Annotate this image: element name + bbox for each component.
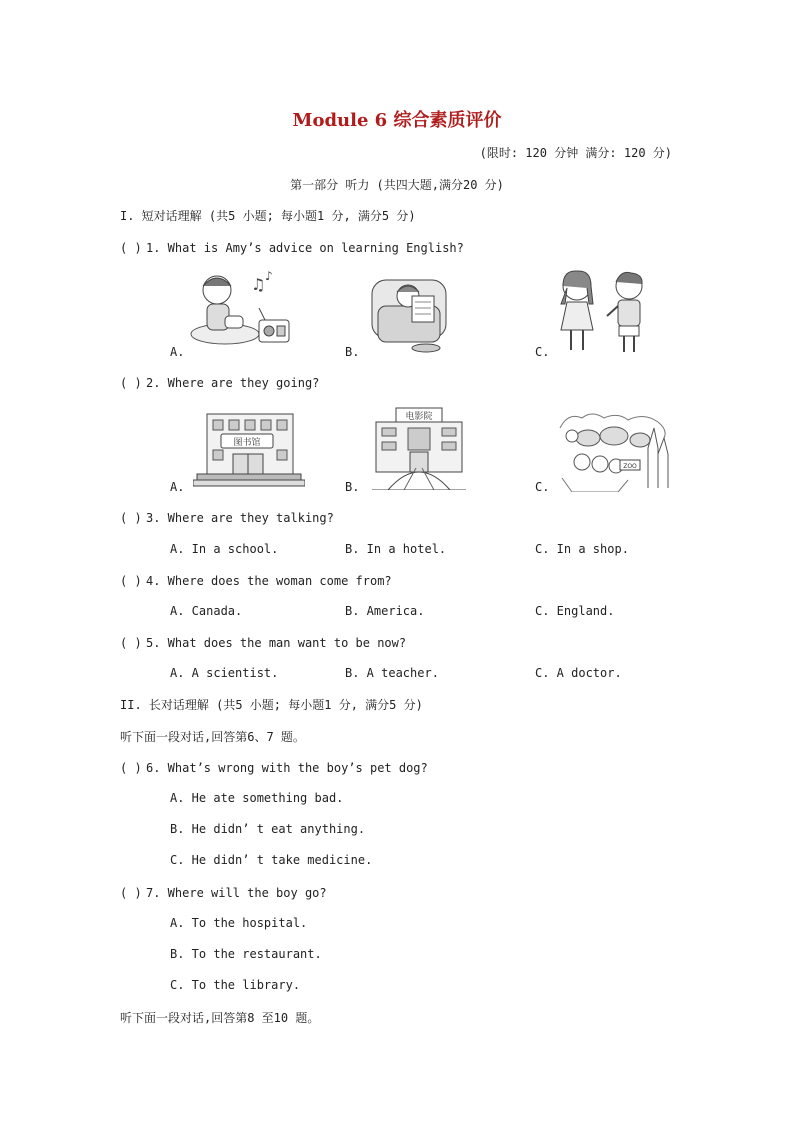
answer-blank[interactable]: ( ) xyxy=(120,241,142,255)
time-limit: (限时: 120 分钟 满分: 120 分) xyxy=(479,146,672,160)
cinema-sign: 电影院 xyxy=(405,412,433,422)
option-c[interactable]: C. In a shop. xyxy=(535,542,629,556)
option-b[interactable]: B. America. xyxy=(345,604,425,618)
answer-blank[interactable]: ( ) xyxy=(120,574,142,588)
question-stem: 6. What’s wrong with the boy’s pet dog? xyxy=(146,761,428,775)
library-building-illustration xyxy=(193,408,305,490)
page-title: Module 6 综合素质评价 xyxy=(292,110,502,131)
option-a[interactable]: A. A scientist. xyxy=(170,666,279,680)
answer-blank[interactable]: ( ) xyxy=(120,761,142,775)
question-3 xyxy=(120,510,334,526)
option-c[interactable]: C. He didn’ t take medicine. xyxy=(170,853,373,867)
option-a[interactable]: A. Canada. xyxy=(170,604,243,618)
option-b-label: B. xyxy=(345,480,360,494)
question-1 xyxy=(120,240,464,256)
library-sign: 图书馆 xyxy=(233,438,261,448)
section-1-heading: I. 短对话理解 (共5 小题; 每小题1 分, 满分5 分) xyxy=(120,209,416,223)
option-a[interactable]: A. To the hospital. xyxy=(170,916,308,930)
boy-listening-music-illustration xyxy=(185,268,297,348)
part-heading: 第一部分 听力 (共四大题,满分20 分) xyxy=(290,178,504,192)
dialog-1-intro: 听下面一段对话,回答第6、7 题。 xyxy=(120,730,305,744)
question-6 xyxy=(120,760,428,776)
answer-blank[interactable]: ( ) xyxy=(120,511,142,525)
question-5 xyxy=(120,635,406,651)
question-4 xyxy=(120,573,392,589)
zoo-sign: ZOO xyxy=(623,463,637,470)
option-a-label: A. xyxy=(170,480,185,494)
option-b[interactable]: B. To the restaurant. xyxy=(170,947,322,961)
dialog-2-intro: 听下面一段对话,回答第8 至10 题。 xyxy=(120,1011,320,1025)
cinema-building-illustration xyxy=(372,406,466,490)
man-reading-newspaper-illustration xyxy=(368,266,452,354)
option-b[interactable]: B. A teacher. xyxy=(345,666,439,680)
option-b[interactable]: B. In a hotel. xyxy=(345,542,447,556)
question-stem: 3. Where are they talking? xyxy=(146,511,334,525)
option-c[interactable]: C. A doctor. xyxy=(535,666,622,680)
music-note-icon: ♪ xyxy=(265,269,273,283)
option-c-label: C. xyxy=(535,480,550,494)
answer-blank[interactable]: ( ) xyxy=(120,636,142,650)
zoo-scene-illustration xyxy=(558,408,670,492)
option-c[interactable]: C. England. xyxy=(535,604,615,618)
option-a[interactable]: A. He ate something bad. xyxy=(170,791,344,805)
question-2 xyxy=(120,375,319,391)
option-b-label: B. xyxy=(345,345,360,359)
question-stem: 1. What is Amy’s advice on learning English? xyxy=(146,241,464,255)
girl-and-boy-talking-illustration xyxy=(555,268,655,356)
music-note-icon: ♫ xyxy=(251,275,266,294)
newspaper-icon xyxy=(412,296,434,322)
option-c-label: C. xyxy=(535,345,550,359)
question-stem: 5. What does the man want to be now? xyxy=(146,636,407,650)
option-c[interactable]: C. To the library. xyxy=(170,978,301,992)
option-a[interactable]: A. In a school. xyxy=(170,542,279,556)
question-7 xyxy=(120,885,327,901)
answer-blank[interactable]: ( ) xyxy=(120,376,142,390)
question-stem: 2. Where are they going? xyxy=(146,376,320,390)
answer-blank[interactable]: ( ) xyxy=(120,886,142,900)
option-b[interactable]: B. He didn’ t eat anything. xyxy=(170,822,366,836)
question-stem: 7. Where will the boy go? xyxy=(146,886,327,900)
question-stem: 4. Where does the woman come from? xyxy=(146,574,392,588)
section-2-heading: II. 长对话理解 (共5 小题; 每小题1 分, 满分5 分) xyxy=(120,698,423,712)
option-a-label: A. xyxy=(170,345,185,359)
